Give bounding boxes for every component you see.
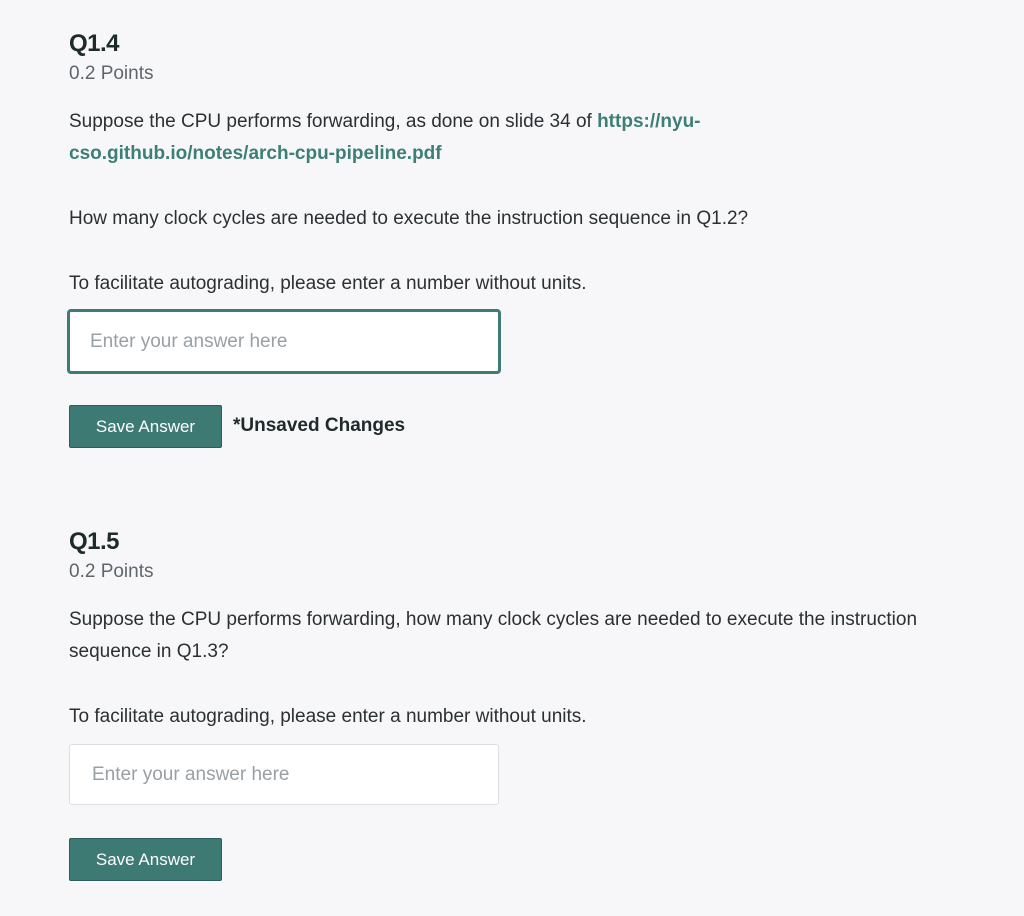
unsaved-changes-status: *Unsaved Changes (233, 415, 406, 436)
question-text: How many clock cycles are needed to execute the instruction sequence in Q1.2? (69, 208, 749, 229)
answer-input-q1-5[interactable] (69, 744, 499, 805)
slides-link[interactable]: https://nyu-cso.github.io/notes/arch-cpu-pipeline.pdf (69, 111, 701, 164)
save-answer-button-q1-5[interactable]: Save Answer (69, 838, 222, 881)
question-q1-4 (69, 30, 949, 86)
question-points: 0.2 Points (69, 561, 154, 582)
question-points: 0.2 Points (69, 63, 154, 84)
question-text: Suppose the CPU performs forwarding, how many clock cycles are needed to execute the instruction sequence in Q1.3? (69, 609, 918, 662)
question-title: Q1.4 (69, 30, 120, 57)
answer-input-q1-4[interactable] (67, 309, 501, 374)
question-prompt (69, 106, 789, 170)
save-answer-button-q1-4[interactable]: Save Answer (69, 405, 222, 448)
autograde-instruction: To facilitate autograding, please enter a number without units. (69, 273, 587, 294)
question-q1-5 (69, 528, 949, 584)
autograde-instruction: To facilitate autograding, please enter a number without units. (69, 706, 587, 727)
question-title: Q1.5 (69, 528, 120, 555)
prompt-text: Suppose the CPU performs forwarding, as done on slide 34 of (69, 111, 598, 132)
